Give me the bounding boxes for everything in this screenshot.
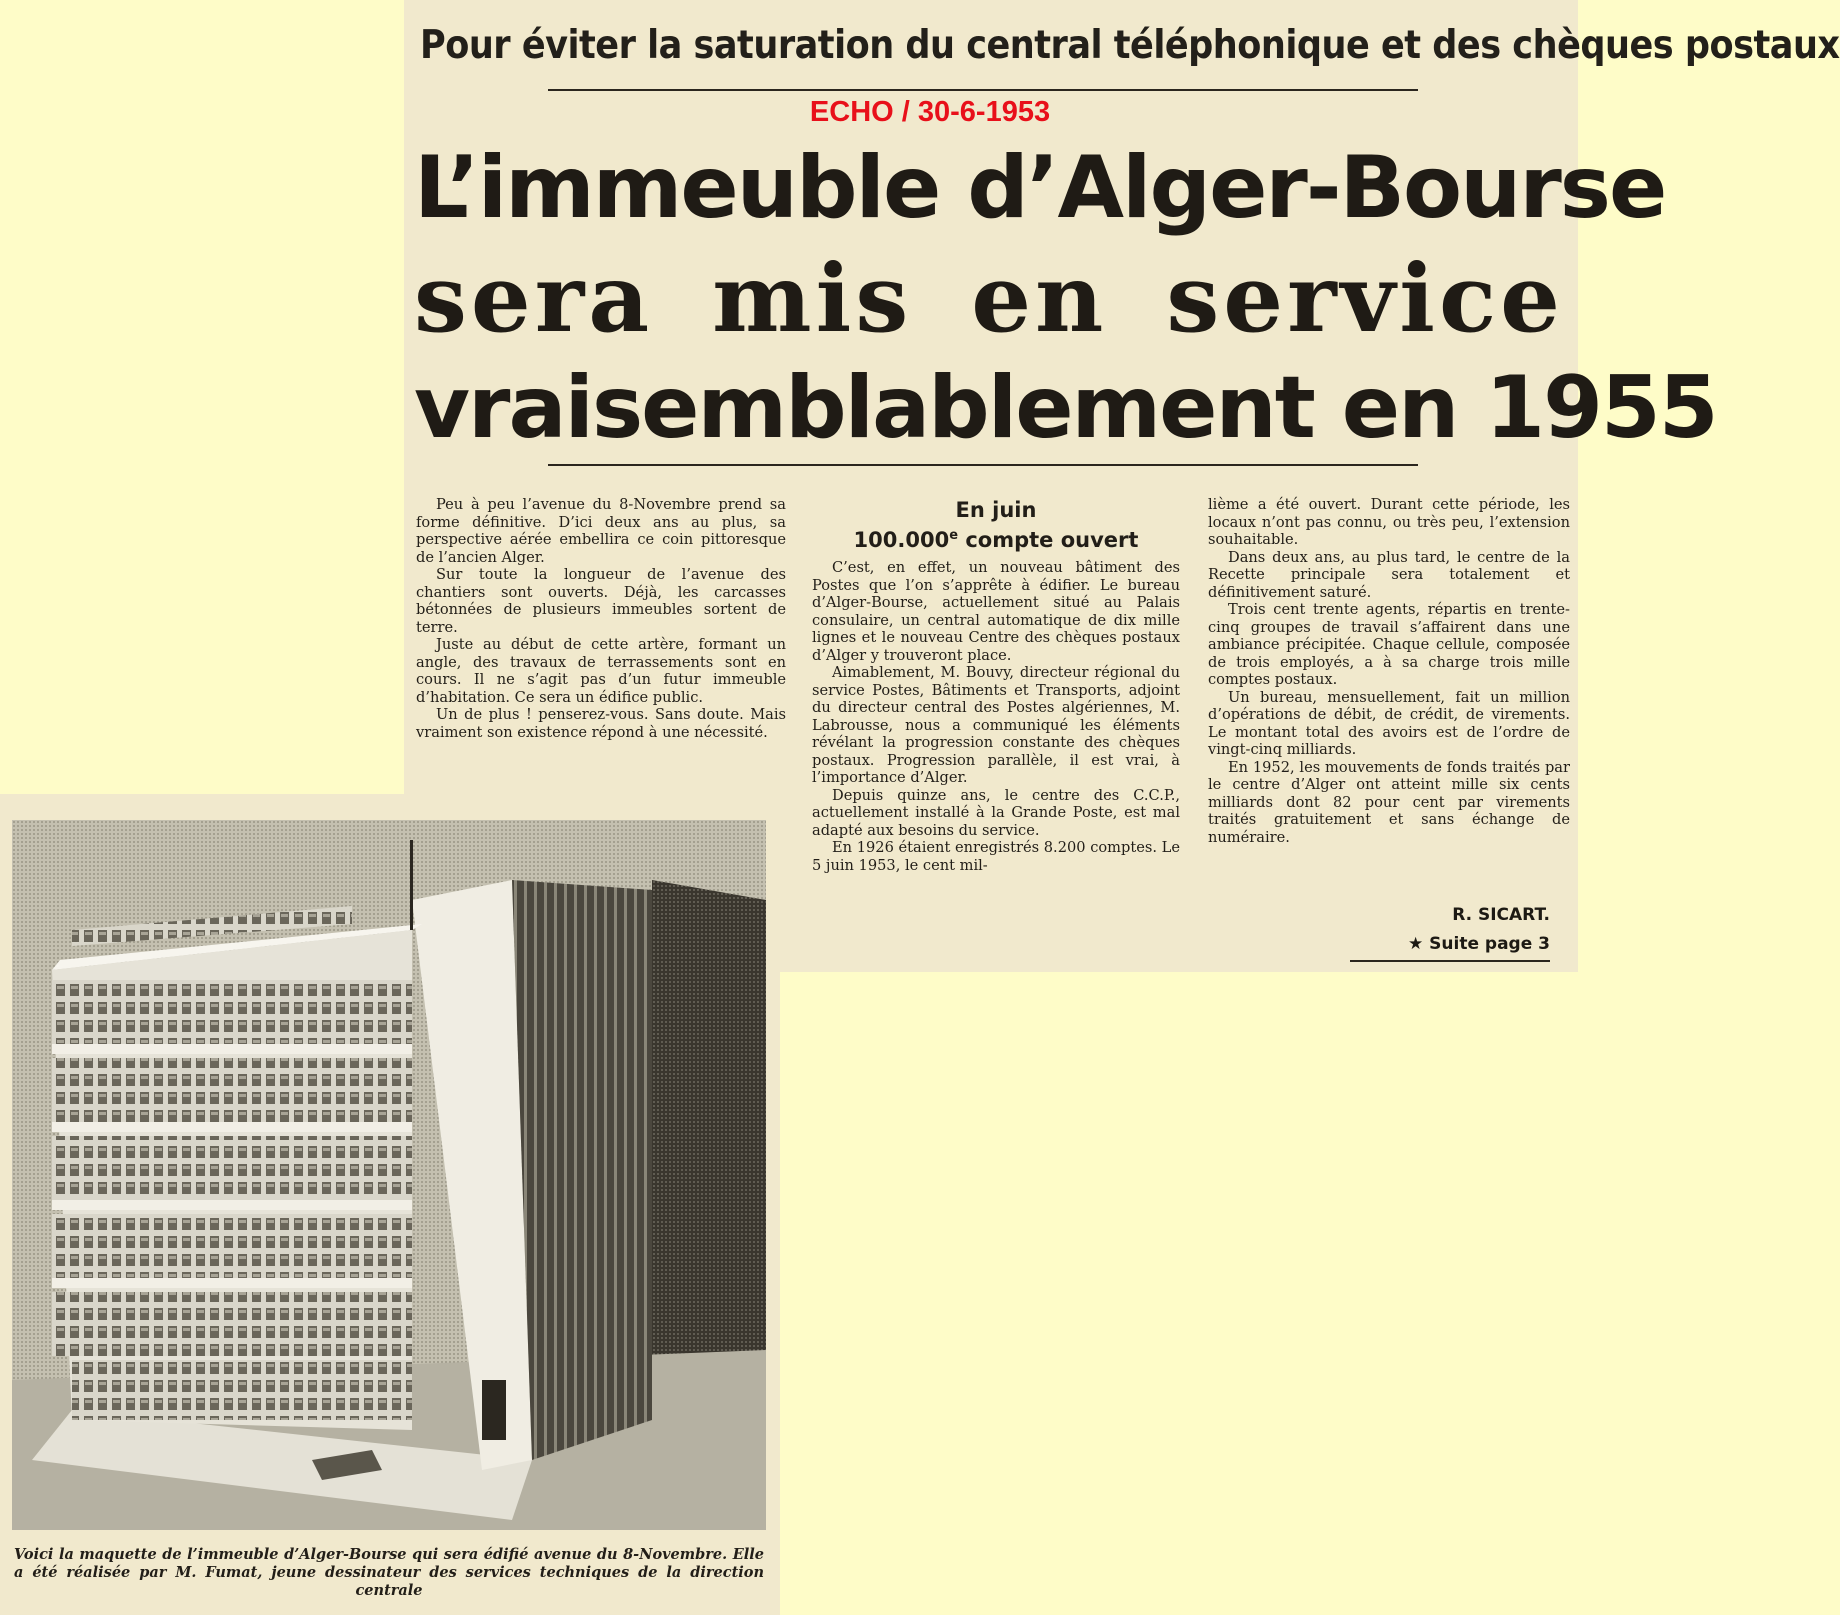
subhead-rest: compte ouvert bbox=[958, 528, 1139, 552]
paragraph: Sur toute la longueur de l’avenue des chantiers sont ouverts. Déjà, les carcasses bétonnées de plusieurs immeubles sortent de terre. bbox=[416, 566, 786, 636]
paragraph: Trois cent trente agents, répartis en trente-cinq groupes de travail s’affairent dans une ambiance précipitée. Chaque cellule, composée de trois employés, a à sa charge trois mille comptes postaux. bbox=[1208, 601, 1570, 688]
author-byline: R. SICART. bbox=[1452, 905, 1550, 925]
paragraph: Un de plus ! penserez-vous. Sans doute. Mais vraiment son existence répond à une nécessité. bbox=[416, 706, 786, 741]
kicker-line: Pour éviter la saturation du central téléphonique et des chèques postaux bbox=[420, 23, 1840, 68]
paragraph: En 1926 étaient enregistrés 8.200 comptes. Le 5 juin 1953, le cent mil- bbox=[812, 839, 1180, 874]
continued-label: Suite page 3 bbox=[1429, 934, 1550, 954]
paragraph: Peu à peu l’avenue du 8-Novembre prend sa forme définitive. D’ici deux ans au plus, sa perspective aérée embellira ce coin pittoresque de l’ancien Alger. bbox=[416, 496, 786, 566]
paragraph: C’est, en effet, un nouveau bâtiment des Postes que l’on s’apprête à édifier. Le bureau d’Alger-Bourse, actuellement situé au Palais consulaire, un central automatique de dix mille lignes et le nouveau Centre des chèques postaux d’Alger y trouveront place. bbox=[812, 559, 1180, 664]
headline-line-3: vraisemblablement en 1955 bbox=[414, 358, 1717, 458]
headline-line-1: L’immeuble d’Alger-Bourse bbox=[414, 138, 1666, 238]
subhead-line-2 bbox=[812, 526, 1180, 554]
source-stamp: ECHO / 30-6-1953 bbox=[809, 96, 1051, 128]
subhead-ordinal: e bbox=[949, 528, 959, 543]
article-column-1 bbox=[416, 496, 786, 741]
paragraph: Dans deux ans, au plus tard, le centre de la Recette principale sera totalement et définitivement saturé. bbox=[1208, 548, 1570, 601]
top-rule bbox=[548, 89, 1418, 91]
article-column-3 bbox=[1208, 496, 1570, 846]
subhead-number: 100.000 bbox=[853, 528, 950, 552]
paragraph: Depuis quinze ans, le centre des C.C.P., actuellement installé à la Grande Poste, est mal adapté aux besoins du service. bbox=[812, 786, 1180, 839]
paragraph: Un bureau, mensuellement, fait un million d’opérations de débit, de crédit, de virements. Le montant total des avoirs est de l’ordre de vingt-cinq milliards. bbox=[1208, 688, 1570, 758]
photo-caption: Voici la maquette de l’immeuble d’Alger-Bourse qui sera édifié avenue du 8-Novembre. Elle a été réalisée par M. Fumat, jeune dessinateur des services techniques de la direction centrale bbox=[14, 1546, 764, 1599]
headline-line-2: sera mis en service bbox=[414, 244, 1564, 354]
bottom-rule bbox=[548, 464, 1418, 466]
subhead-line-1: En juin bbox=[955, 498, 1037, 522]
paragraph: En 1952, les mouvements de fonds traités par le centre d’Alger ont atteint mille six cents milliards dont 82 pour cent par virements traités gratuitement et sans échange de numéraire. bbox=[1208, 758, 1570, 846]
continued-note bbox=[1350, 932, 1550, 962]
paragraph: Juste au début de cette artère, formant un angle, des travaux de terrassements sont en cours. Il ne s’agit pas d’un futur immeuble d’habitation. Ce sera un édifice public. bbox=[416, 636, 786, 706]
building-model-photo bbox=[12, 820, 766, 1530]
building-illustration bbox=[12, 820, 766, 1530]
star-icon: ★ bbox=[1407, 934, 1424, 954]
paragraph-continued: lième a été ouvert. Durant cette période, les locaux n’ont pas connu, ou très peu, l’extension souhaitable. bbox=[1208, 496, 1570, 548]
article-column-2 bbox=[812, 559, 1180, 874]
paragraph: Aimablement, M. Bouvy, directeur régional du service Postes, Bâtiments et Transports, adjoint du directeur central des Postes algériennes, M. Labrousse, nous a communiqué les éléments révélant la progression constante des chèques postaux. Progression parallèle, il est vrai, à l’importance d’Alger. bbox=[812, 664, 1180, 786]
